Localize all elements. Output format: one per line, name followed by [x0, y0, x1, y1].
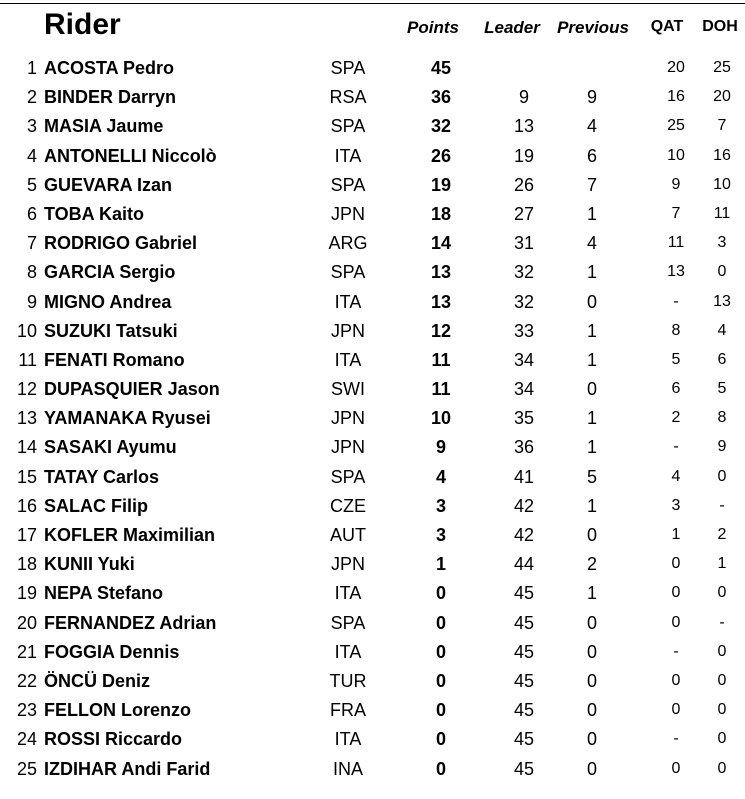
qat-points: 20	[667, 59, 685, 76]
header-rider: Rider	[44, 8, 121, 41]
rider-name: ÖNCÜ Deniz	[44, 670, 151, 691]
rider-name: FERNANDEZ Adrian	[44, 612, 217, 633]
table-row	[0, 111, 745, 140]
qat-points: 0	[671, 759, 681, 777]
table-row	[0, 403, 745, 432]
gap-leader: 34	[513, 379, 535, 400]
nation: ARG	[328, 233, 368, 254]
rider-name: BINDER Darryn	[44, 87, 177, 108]
nation: SPA	[330, 58, 366, 78]
nation: SWI	[331, 379, 365, 400]
position: 2	[26, 87, 37, 108]
table-row	[0, 82, 745, 111]
gap-previous: 1	[586, 320, 597, 341]
points: 0	[435, 583, 446, 604]
rider-name: ACOSTA Pedro	[44, 58, 175, 78]
table-row	[0, 287, 745, 316]
doh-points: -	[719, 613, 725, 631]
table-row	[0, 666, 745, 695]
qat-points: -	[673, 730, 679, 748]
table-row	[0, 257, 745, 286]
position: 4	[26, 145, 37, 166]
header-qat: QAT	[650, 18, 684, 35]
nation: ITA	[334, 729, 362, 750]
gap-previous: 0	[586, 700, 597, 721]
rider-name: TATAY Carlos	[44, 466, 160, 487]
gap-previous: 1	[586, 437, 597, 458]
table-row	[0, 462, 745, 491]
doh-points: 25	[713, 59, 731, 76]
gap-previous: 2	[586, 554, 597, 575]
nation: ITA	[334, 145, 362, 166]
gap-previous: 0	[586, 612, 597, 633]
nation: ITA	[334, 641, 362, 662]
gap-previous: 0	[586, 729, 597, 750]
gap-previous: 0	[586, 758, 597, 779]
header-leader: Leader	[484, 18, 540, 37]
doh-points: 0	[717, 263, 727, 281]
gap-leader: 42	[513, 525, 535, 545]
points: 9	[435, 437, 446, 458]
doh-points: 11	[713, 204, 731, 222]
position: 1	[26, 58, 37, 78]
gap-leader: 35	[513, 408, 535, 429]
doh-points: 4	[717, 321, 727, 339]
table-row	[0, 374, 745, 403]
nation: SPA	[330, 612, 366, 633]
nation: JPN	[330, 408, 365, 429]
doh-points: 0	[717, 642, 727, 660]
gap-leader: 27	[513, 203, 535, 224]
rider-name: FOGGIA Dennis	[44, 641, 180, 662]
points: 0	[435, 758, 446, 779]
points: 14	[430, 233, 452, 254]
nation: SPA	[330, 174, 366, 195]
gap-leader: 13	[513, 116, 535, 137]
nation: ITA	[334, 583, 362, 604]
qat-points: -	[673, 642, 679, 660]
points: 26	[430, 145, 452, 166]
rider-name: NEPA Stefano	[44, 583, 164, 604]
rider-name: SUZUKI Tatsuki	[44, 320, 178, 341]
table-row	[0, 199, 745, 228]
position: 13	[16, 408, 37, 429]
position: 8	[26, 262, 37, 283]
nation: FRA	[330, 700, 366, 721]
doh-points: 0	[717, 671, 727, 689]
nation: JPN	[330, 203, 365, 224]
gap-leader: 45	[513, 729, 535, 750]
doh-points: 0	[717, 759, 727, 777]
gap-previous: 0	[586, 670, 597, 691]
gap-leader: 44	[513, 554, 535, 575]
rider-name: ROSSI Riccardo	[44, 729, 183, 750]
qat-points: 16	[667, 88, 685, 106]
qat-points: -	[673, 292, 679, 310]
nation: SPA	[330, 262, 366, 283]
gap-leader: 19	[513, 145, 535, 166]
gap-leader: 45	[513, 758, 535, 779]
gap-previous: 1	[586, 583, 597, 604]
position: 24	[16, 729, 37, 750]
gap-previous: 0	[586, 641, 597, 662]
gap-previous: 1	[586, 349, 597, 370]
gap-previous: 0	[586, 525, 597, 545]
gap-previous: 0	[586, 291, 597, 312]
points: 45	[430, 58, 452, 78]
position: 25	[16, 758, 37, 779]
doh-points: 2	[717, 526, 727, 543]
qat-points: 13	[667, 263, 685, 281]
doh-points: -	[719, 496, 725, 514]
points: 0	[435, 612, 446, 633]
top-rule	[0, 3, 745, 4]
doh-points: 0	[717, 730, 727, 748]
qat-points: 11	[667, 234, 685, 252]
table-row	[0, 316, 745, 345]
gap-leader: 34	[513, 349, 535, 370]
rider-name: FELLON Lorenzo	[44, 700, 191, 721]
nation: CZE	[330, 495, 366, 516]
gap-previous: 1	[586, 203, 597, 224]
rider-name: MIGNO Andrea	[44, 291, 172, 312]
doh-points: 3	[717, 234, 727, 252]
table-row	[0, 637, 745, 666]
qat-points: 9	[671, 175, 681, 193]
position: 14	[16, 437, 37, 458]
gap-previous: 1	[586, 408, 597, 429]
gap-leader: 45	[513, 700, 535, 721]
points: 0	[435, 700, 446, 721]
gap-leader: 31	[513, 233, 535, 254]
nation: RSA	[329, 87, 367, 108]
doh-points: 20	[713, 88, 731, 106]
qat-points: 1	[671, 526, 681, 543]
position: 19	[16, 583, 37, 604]
nation: SPA	[330, 466, 366, 487]
doh-points: 7	[717, 117, 727, 135]
table-row	[0, 141, 745, 170]
nation: AUT	[330, 525, 366, 545]
position: 5	[26, 174, 37, 195]
points: 32	[430, 116, 452, 137]
header-doh: DOH	[702, 18, 738, 35]
position: 15	[16, 466, 37, 487]
qat-points: 2	[671, 409, 681, 427]
points: 11	[431, 349, 451, 370]
position: 11	[18, 349, 37, 370]
doh-points: 13	[713, 292, 731, 310]
header-points: Points	[407, 18, 459, 37]
gap-leader: 45	[513, 583, 535, 604]
gap-leader: 32	[513, 262, 535, 283]
rider-name: MASIA Jaume	[44, 116, 164, 137]
rider-name: SASAKI Ayumu	[44, 437, 177, 458]
nation: ITA	[334, 291, 362, 312]
position: 23	[16, 700, 37, 721]
table-row	[0, 228, 745, 257]
gap-previous: 4	[586, 116, 597, 137]
position: 7	[26, 233, 37, 254]
rider-name: RODRIGO Gabriel	[44, 233, 198, 254]
doh-points: 0	[717, 467, 727, 485]
nation: SPA	[330, 116, 366, 137]
table-row	[0, 53, 745, 82]
position: 18	[16, 554, 37, 575]
qat-points: 25	[667, 117, 685, 135]
points: 12	[430, 320, 452, 341]
position: 21	[16, 641, 37, 662]
doh-points: 0	[717, 701, 727, 719]
nation: JPN	[330, 437, 365, 458]
gap-previous: 6	[586, 145, 597, 166]
points: 1	[435, 554, 446, 575]
gap-previous: 7	[586, 174, 597, 195]
table-row	[0, 170, 745, 199]
rider-name: GUEVARA Izan	[44, 174, 173, 195]
gap-leader: 45	[513, 612, 535, 633]
qat-points: 3	[671, 496, 681, 514]
points: 3	[435, 525, 446, 545]
doh-points: 0	[717, 584, 727, 602]
table-row	[0, 491, 745, 520]
points: 19	[430, 174, 452, 195]
qat-points: 0	[671, 613, 681, 631]
nation: TUR	[329, 670, 367, 691]
nation: INA	[332, 758, 363, 779]
points: 13	[430, 262, 452, 283]
qat-points: -	[673, 438, 679, 456]
qat-points: 0	[671, 671, 681, 689]
points: 0	[435, 729, 446, 750]
table-row	[0, 754, 745, 783]
gap-previous: 4	[586, 233, 597, 254]
gap-previous: 5	[586, 466, 597, 487]
rider-name: IZDIHAR Andi Farid	[44, 758, 211, 779]
gap-leader: 45	[513, 641, 535, 662]
qat-points: 0	[671, 701, 681, 719]
rider-name: KOFLER Maximilian	[44, 525, 216, 545]
table-row	[0, 695, 745, 724]
doh-points: 5	[717, 380, 727, 398]
doh-points: 16	[713, 146, 731, 164]
position: 6	[26, 203, 37, 224]
table-row	[0, 549, 745, 578]
table-header	[0, 8, 745, 44]
rider-name: TOBA Kaito	[44, 203, 145, 224]
position: 22	[16, 670, 37, 691]
qat-points: 4	[671, 467, 681, 485]
qat-points: 10	[667, 146, 685, 164]
nation: ITA	[334, 349, 362, 370]
table-row	[0, 724, 745, 753]
table-row	[0, 578, 745, 607]
standings-table	[0, 53, 745, 783]
doh-points: 9	[717, 438, 727, 456]
points: 18	[430, 203, 452, 224]
position: 20	[16, 612, 37, 633]
qat-points: 7	[671, 204, 681, 222]
qat-points: 6	[671, 380, 681, 398]
points: 3	[435, 495, 446, 516]
gap-leader: 33	[513, 320, 535, 341]
gap-leader: 9	[518, 87, 529, 108]
gap-previous: 0	[586, 379, 597, 400]
doh-points: 10	[713, 175, 731, 193]
gap-leader: 42	[513, 495, 535, 516]
gap-previous: 9	[586, 87, 597, 108]
position: 16	[16, 495, 37, 516]
points: 4	[435, 466, 446, 487]
rider-name: FENATI Romano	[44, 349, 185, 370]
table-row	[0, 345, 745, 374]
gap-leader: 26	[513, 174, 535, 195]
position: 12	[16, 379, 37, 400]
gap-leader: 32	[513, 291, 535, 312]
points: 0	[435, 670, 446, 691]
table-row	[0, 432, 745, 461]
gap-leader: 45	[513, 670, 535, 691]
doh-points: 1	[717, 555, 727, 573]
qat-points: 0	[671, 584, 681, 602]
position: 3	[26, 116, 37, 137]
qat-points: 5	[671, 350, 681, 368]
rider-name: DUPASQUIER Jason	[44, 379, 220, 400]
points: 0	[435, 641, 446, 662]
gap-previous: 1	[586, 495, 597, 516]
points: 10	[430, 408, 452, 429]
nation: JPN	[330, 554, 365, 575]
rider-name: YAMANAKA Ryusei	[44, 408, 211, 429]
qat-points: 8	[671, 321, 681, 339]
table-row	[0, 608, 745, 637]
rider-name: KUNII Yuki	[44, 554, 135, 575]
gap-leader: 41	[513, 466, 535, 487]
position: 9	[26, 291, 37, 312]
table-row	[0, 520, 745, 549]
points: 36	[430, 87, 452, 108]
doh-points: 6	[717, 350, 727, 368]
rider-name: GARCIA Sergio	[44, 262, 176, 283]
header-previous: Previous	[557, 18, 629, 37]
rider-name: SALAC Filip	[44, 495, 148, 516]
position: 10	[16, 320, 37, 341]
gap-previous: 1	[586, 262, 597, 283]
points: 11	[431, 379, 451, 400]
qat-points: 0	[671, 555, 681, 573]
position: 17	[16, 525, 37, 545]
rider-name: ANTONELLI Niccolò	[44, 145, 217, 166]
gap-leader: 36	[513, 437, 535, 458]
doh-points: 8	[717, 409, 727, 427]
points: 13	[430, 291, 452, 312]
nation: JPN	[330, 320, 365, 341]
